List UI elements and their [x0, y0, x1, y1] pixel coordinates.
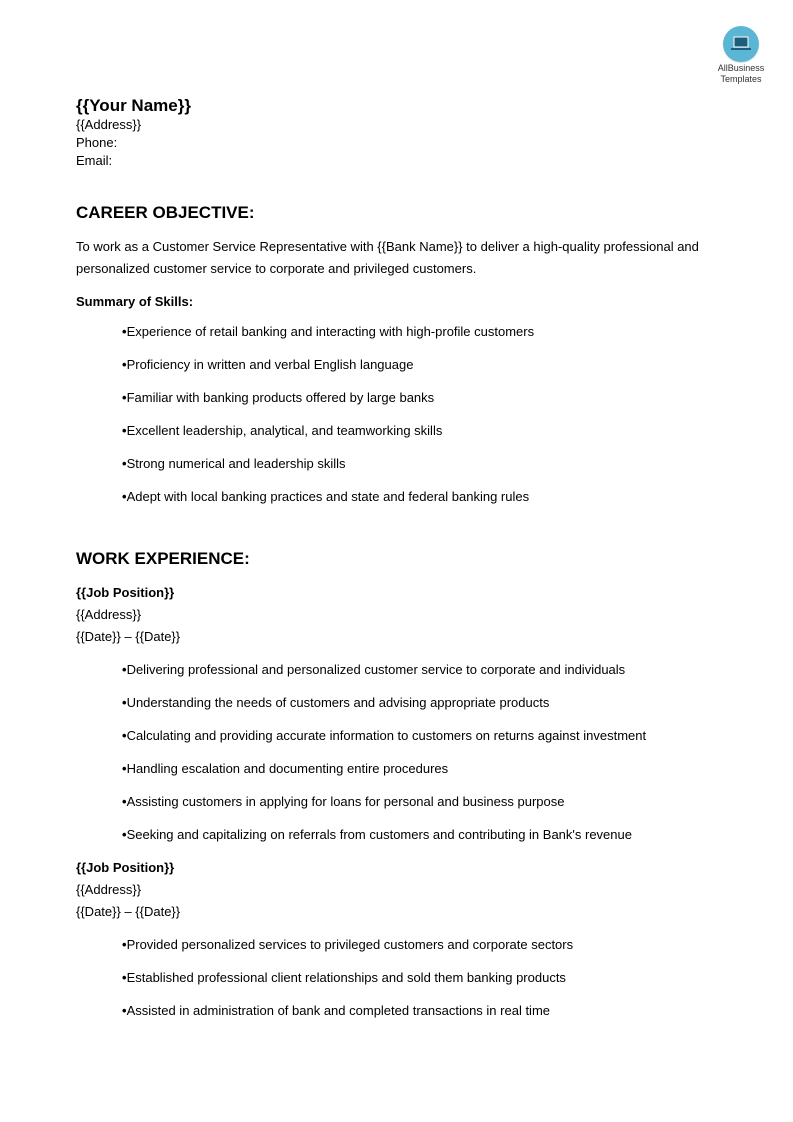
bullet-icon: • [122, 423, 127, 438]
list-item [76, 357, 736, 373]
duty-text: Seeking and capitalizing on referrals from customers and contributing in Bank's revenue [126, 827, 632, 842]
laptop-icon [731, 36, 751, 52]
duty-text: Understanding the needs of customers and advising appropriate products [126, 695, 550, 710]
job-position: {{Job Position}} [76, 585, 175, 600]
resume-page [76, 96, 736, 1019]
career-objective-section [76, 202, 736, 505]
skill-text: Familiar with banking products offered by large banks [126, 390, 435, 405]
job-entry [76, 857, 736, 1019]
job-address: {{Address}} [76, 882, 142, 897]
duties-list [76, 937, 736, 1019]
logo-badge [723, 26, 759, 62]
email-line: Email: [76, 153, 113, 168]
bullet-icon: • [122, 761, 127, 776]
list-item [76, 970, 736, 986]
job-dates: {{Date}} – {{Date}} [76, 904, 181, 919]
job-position: {{Job Position}} [76, 860, 175, 875]
bullet-icon: • [122, 695, 127, 710]
job-address: {{Address}} [76, 607, 142, 622]
skills-list [76, 324, 736, 505]
skills-title: Summary of Skills: [76, 294, 194, 309]
bullet-icon: • [122, 794, 127, 809]
skill-text: Adept with local banking practices and state and federal banking rules [126, 489, 530, 504]
list-item [76, 662, 736, 678]
bullet-icon: • [122, 728, 127, 743]
list-item [76, 827, 736, 843]
objective-text-line2: personalized customer service to corporate and privileged customers. [76, 261, 477, 276]
list-item [76, 761, 736, 777]
address-line: {{Address}} [76, 117, 142, 132]
skill-text: Proficiency in written and verbal English language [126, 357, 414, 372]
duty-text: Established professional client relationships and sold them banking products [126, 970, 566, 985]
bullet-icon: • [122, 456, 127, 471]
objective-text-line1: To work as a Customer Service Representative with {{Bank Name}} to deliver a high-quality professional and [76, 239, 699, 254]
duty-text: Calculating and providing accurate information to customers on returns against investment [126, 728, 647, 743]
list-item [76, 695, 736, 711]
list-item [76, 1003, 736, 1019]
duty-text: Provided personalized services to privileged customers and corporate sectors [126, 937, 574, 952]
list-item [76, 324, 736, 340]
bullet-icon: • [122, 970, 127, 985]
bullet-icon: • [122, 489, 127, 504]
list-item [76, 423, 736, 439]
bullet-icon: • [122, 390, 127, 405]
job-entry [76, 582, 736, 843]
duty-text: Handling escalation and documenting entire procedures [126, 761, 449, 776]
bullet-icon: • [122, 937, 127, 952]
phone-line: Phone: [76, 135, 118, 150]
bullet-icon: • [122, 324, 127, 339]
bullet-icon: • [122, 827, 127, 842]
list-item [76, 794, 736, 810]
work-experience-section [76, 548, 736, 1019]
list-item [76, 728, 736, 744]
work-experience-title: WORK EXPERIENCE: [76, 549, 250, 568]
logo-text-line2: Templates [720, 74, 762, 84]
list-item [76, 456, 736, 472]
header [76, 96, 736, 170]
duty-text: Assisted in administration of bank and completed transactions in real time [126, 1003, 551, 1018]
skill-text: Experience of retail banking and interacting with high-profile customers [126, 324, 535, 339]
duties-list [76, 662, 736, 843]
bullet-icon: • [122, 662, 127, 677]
career-objective-title: CAREER OBJECTIVE: [76, 203, 255, 222]
list-item [76, 489, 736, 505]
bullet-icon: • [122, 1003, 127, 1018]
logo-text-line1: AllBusiness [717, 63, 765, 73]
duty-text: Assisting customers in applying for loans for personal and business purpose [126, 794, 565, 809]
skill-text: Strong numerical and leadership skills [126, 456, 346, 471]
candidate-name: {{Your Name}} [76, 96, 191, 115]
job-dates: {{Date}} – {{Date}} [76, 629, 181, 644]
list-item [76, 937, 736, 953]
list-item [76, 390, 736, 406]
logo [706, 26, 776, 84]
duty-text: Delivering professional and personalized customer service to corporate and individuals [126, 662, 626, 677]
skill-text: Excellent leadership, analytical, and teamworking skills [126, 423, 443, 438]
bullet-icon: • [122, 357, 127, 372]
